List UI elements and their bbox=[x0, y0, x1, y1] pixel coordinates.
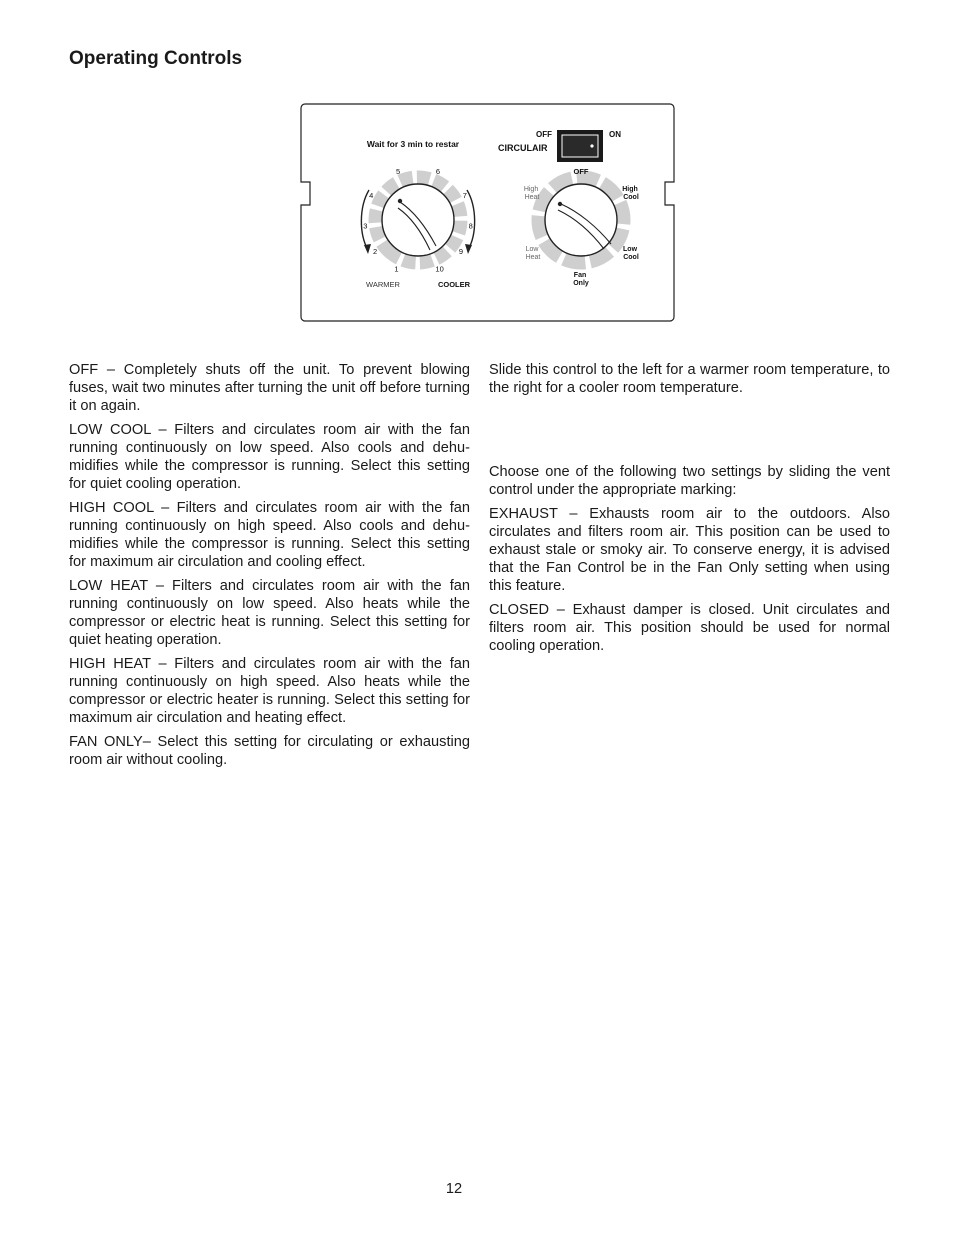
thermostat-tick-2: 2 bbox=[373, 247, 378, 257]
thermostat-tick-5: 5 bbox=[396, 166, 401, 176]
low-cool-setting-text: LOW COOL – Filters and circulates room air with the fan running continuously on low speed. Also cools and dehu-midifies while the compressor is running. Select this setting for quiet cooling operation. bbox=[69, 422, 470, 492]
exhaust-setting-text: EXHAUST – Exhausts room air to the outdoors. Also circulates and filters room air. This position can be used to exhaust stale or smoky air. To conserve energy, it is advised that the Fan Control be in the Fan Only setting when using this feature. bbox=[489, 506, 890, 594]
circulair-on-label: ON bbox=[609, 130, 621, 139]
control-panel-illustration bbox=[299, 102, 677, 324]
fan-only-setting-text: FAN ONLY– Select this setting for circulating or exhausting room air without cooling. bbox=[69, 734, 470, 768]
low-cool-label: Low Cool bbox=[623, 246, 639, 261]
thermostat-tick-8: 8 bbox=[468, 221, 473, 231]
warmer-label: WARMER bbox=[366, 280, 400, 289]
thermostat-tick-1: 1 bbox=[394, 264, 399, 274]
thermostat-tick-10: 10 bbox=[435, 264, 444, 274]
page-title: Operating Controls bbox=[69, 48, 243, 69]
right-column bbox=[489, 361, 890, 661]
left-column bbox=[69, 361, 470, 775]
high-cool-setting-text: HIGH COOL – Filters and circulates room air with the fan running continuously on high speed. Also cools and dehu-midifies while the compressor is running. Select this setting for maximum air circulation and cooling effect. bbox=[69, 500, 470, 570]
fan-off-label: OFF bbox=[573, 167, 589, 176]
circulair-switch[interactable] bbox=[557, 130, 603, 162]
circulair-off-label: OFF bbox=[536, 130, 552, 139]
thermostat-tick-7: 7 bbox=[462, 191, 467, 201]
thermostat-tick-6: 6 bbox=[435, 166, 440, 176]
thermostat-tick-3: 3 bbox=[363, 221, 368, 231]
thermostat-text: Slide this control to the left for a warmer room temperature, to the right for a cooler room temperature. bbox=[489, 362, 890, 396]
thermostat-tick-9: 9 bbox=[458, 247, 463, 257]
cooler-label: COOLER bbox=[437, 280, 471, 289]
thermostat-knob[interactable] bbox=[382, 184, 454, 256]
off-setting-text: OFF – Completely shuts off the unit. To prevent blowing fuses, wait two minutes after turning the unit off before turning it on again. bbox=[69, 362, 470, 414]
closed-setting-text: CLOSED – Exhaust damper is closed. Unit circulates and filters room air. This position should be used for normal cooling operation. bbox=[489, 602, 890, 654]
page-number: 12 bbox=[445, 1181, 463, 1197]
high-heat-label: High Heat bbox=[523, 186, 540, 201]
high-cool-label: High Cool bbox=[622, 186, 639, 201]
low-heat-label: Low Heat bbox=[525, 246, 541, 261]
low-heat-setting-text: LOW HEAT – Filters and circulates room air with the fan running continuously on low speed. Also heats while the compressor or electric heat is running. Select this setting for quiet heating operation. bbox=[69, 578, 470, 648]
control-panel bbox=[299, 102, 677, 324]
wait-label: Wait for 3 min to restar bbox=[366, 139, 460, 149]
vent-intro-text: Choose one of the following two settings by sliding the vent control under the appropriate marking: bbox=[489, 464, 890, 498]
thermostat-tick-4: 4 bbox=[369, 191, 374, 201]
fan-only-label: Fan Only bbox=[573, 272, 589, 287]
fan-control-knob[interactable] bbox=[545, 184, 617, 256]
high-heat-setting-text: HIGH HEAT – Filters and circulates room air with the fan running continuously on high speed. Also heats while the compressor or electric heater is running. Select this setting for maximum air circulation and heating effect. bbox=[69, 656, 470, 726]
circulair-label: CIRCULAIR bbox=[498, 143, 548, 153]
